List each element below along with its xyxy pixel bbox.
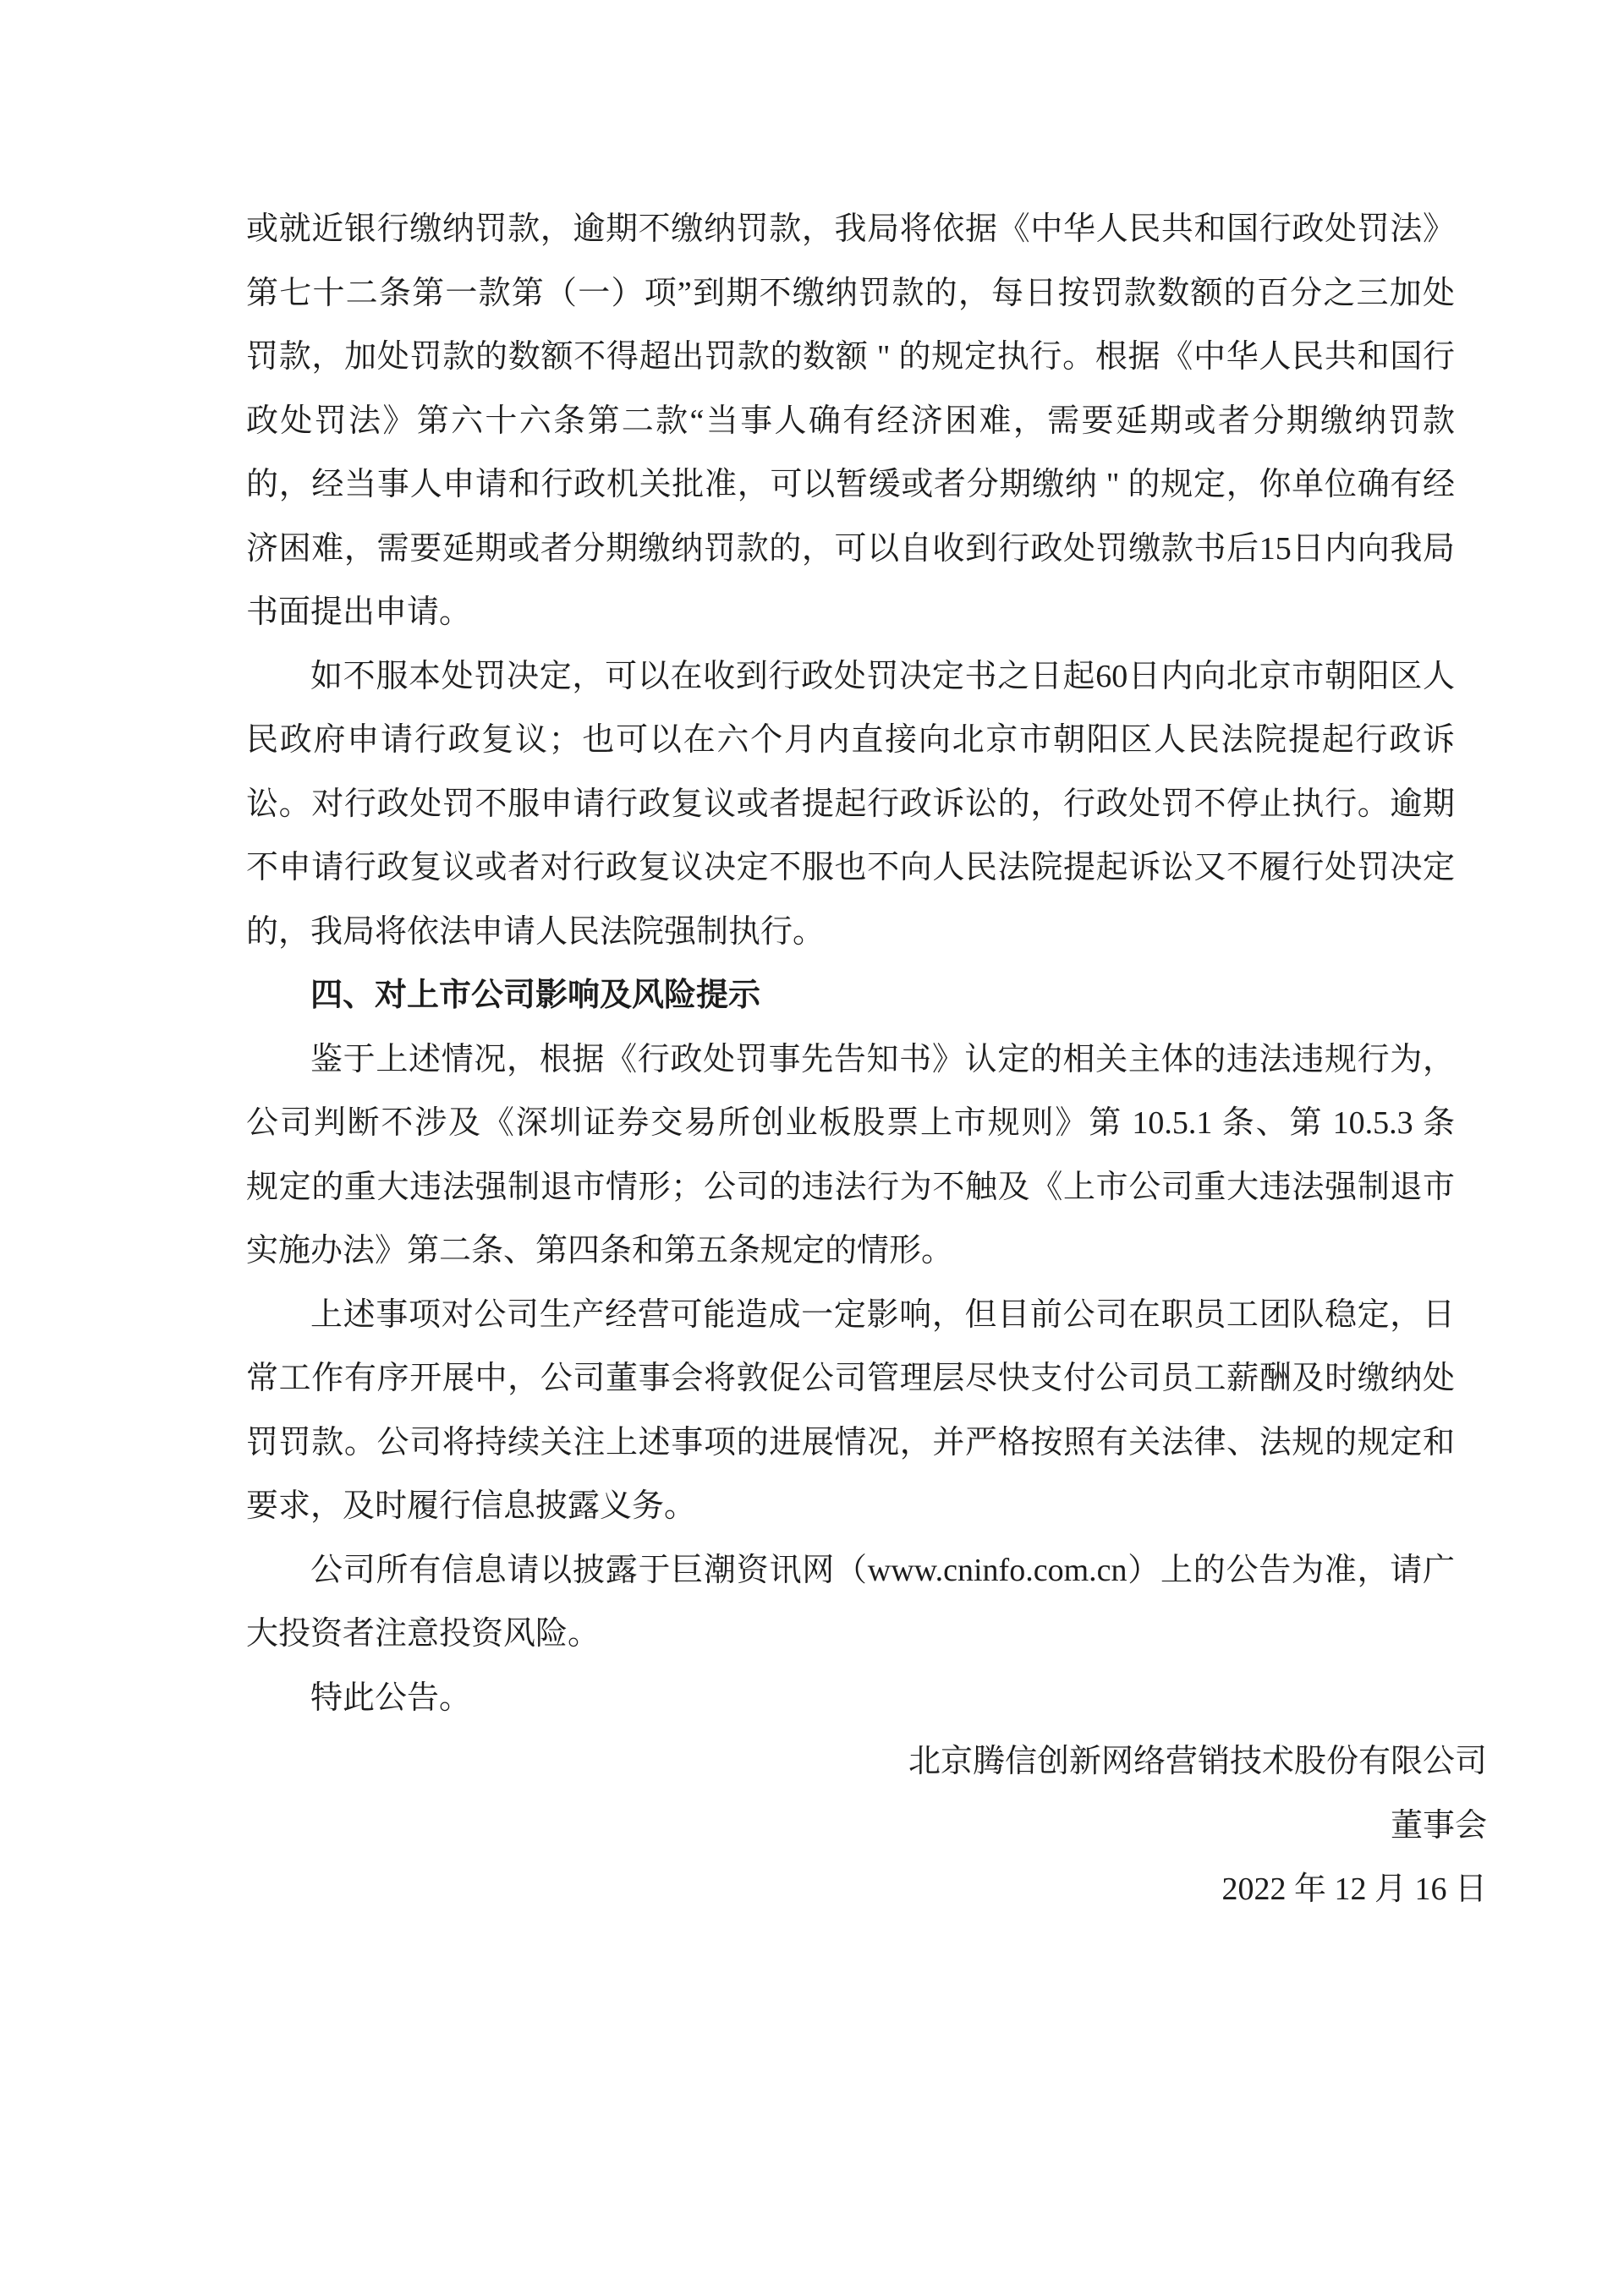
para-business-impact-line-2: 常工作有序开展中，公司董事会将敦促公司管理层尽快支付公司员工薪酬及时缴纳处 — [246, 1361, 1455, 1396]
para-business-impact-line-1: 上述事项对公司生产经营可能造成一定影响，但目前公司在职员工团队稳定，日 — [310, 1296, 1455, 1333]
para-penalty-payment-line-6: 济困难，需要延期或者分期缴纳罚款的，可以自收到行政处罚缴款书后15日内向我局 — [246, 530, 1455, 567]
para-appeal-rights-line-5: 的，我局将依法申请人民法院强制执行。 — [246, 913, 826, 950]
para-hereby-announced-line-1: 特此公告。 — [310, 1680, 472, 1716]
para-appeal-rights-line-2: 民政府申请行政复议；也可以在六个月内直接向北京市朝阳区人民法院提起行政诉 — [246, 722, 1455, 758]
para-appeal-rights-line-3: 讼。对行政处罚不服申请行政复议或者提起行政诉讼的，行政处罚不停止执行。逾期 — [246, 786, 1455, 822]
para-info-disclosure-line-2: 大投资者注意投资风险。 — [246, 1616, 601, 1652]
para-penalty-payment-line-3: 罚款，加处罚款的数额不得超出罚款的数额 " 的规定执行。根据《中华人民共和国行 — [246, 339, 1455, 375]
para-appeal-rights-line-1: 如不服本处罚决定，可以在收到行政处罚决定书之日起60日内向北京市朝阳区人 — [310, 658, 1455, 694]
para-penalty-payment-line-4: 政处罚法》第六十六条第二款“当事人确有经济困难，需要延期或者分期缴纳罚款 — [246, 403, 1455, 439]
signoff-date-line-1: 2022 年 12 月 16 日 — [1221, 1871, 1487, 1907]
signoff-board-line-1: 董事会 — [1390, 1807, 1487, 1844]
para-delisting-assessment-line-4: 实施办法》第二条、第四条和第五条规定的情形。 — [246, 1233, 954, 1269]
heading-section-four-line-1: 四、对上市公司影响及风险提示 — [310, 978, 761, 1013]
para-penalty-payment-line-2: 第七十二条第一款第（一）项”到期不缴纳罚款的，每日按罚款数额的百分之三加处 — [246, 275, 1455, 311]
document-body — [246, 198, 1487, 1922]
para-penalty-payment-line-1: 或就近银行缴纳罚款，逾期不缴纳罚款，我局将依据《中华人民共和国行政处罚法》 — [246, 211, 1455, 247]
para-delisting-assessment-line-3: 规定的重大违法强制退市情形；公司的违法行为不触及《上市公司重大违法强制退市 — [246, 1169, 1455, 1205]
para-delisting-assessment-line-2: 公司判断不涉及《深圳证券交易所创业板股票上市规则》第 10.5.1 条、第 10.5.3 条 — [246, 1105, 1455, 1141]
para-penalty-payment-line-7: 书面提出申请。 — [246, 595, 472, 630]
para-business-impact-line-4: 要求，及时履行信息披露义务。 — [246, 1488, 697, 1524]
para-info-disclosure-line-1: 公司所有信息请以披露于巨潮资讯网（www.cninfo.com.cn）上的公告为准，请广 — [310, 1552, 1455, 1588]
para-delisting-assessment-line-1: 鉴于上述情况，根据《行政处罚事先告知书》认定的相关主体的违法违规行为， — [310, 1041, 1455, 1077]
para-appeal-rights-line-4: 不申请行政复议或者对行政复议决定不服也不向人民法院提起诉讼又不履行处罚决定 — [246, 850, 1455, 885]
para-business-impact-line-3: 罚罚款。公司将持续关注上述事项的进展情况，并严格按照有关法律、法规的规定和 — [246, 1424, 1455, 1460]
signoff-company-name-line-1: 北京腾信创新网络营销技术股份有限公司 — [908, 1744, 1487, 1779]
para-penalty-payment-line-5: 的，经当事人申请和行政机关批准，可以暂缓或者分期缴纳 " 的规定，你单位确有经 — [246, 467, 1455, 502]
